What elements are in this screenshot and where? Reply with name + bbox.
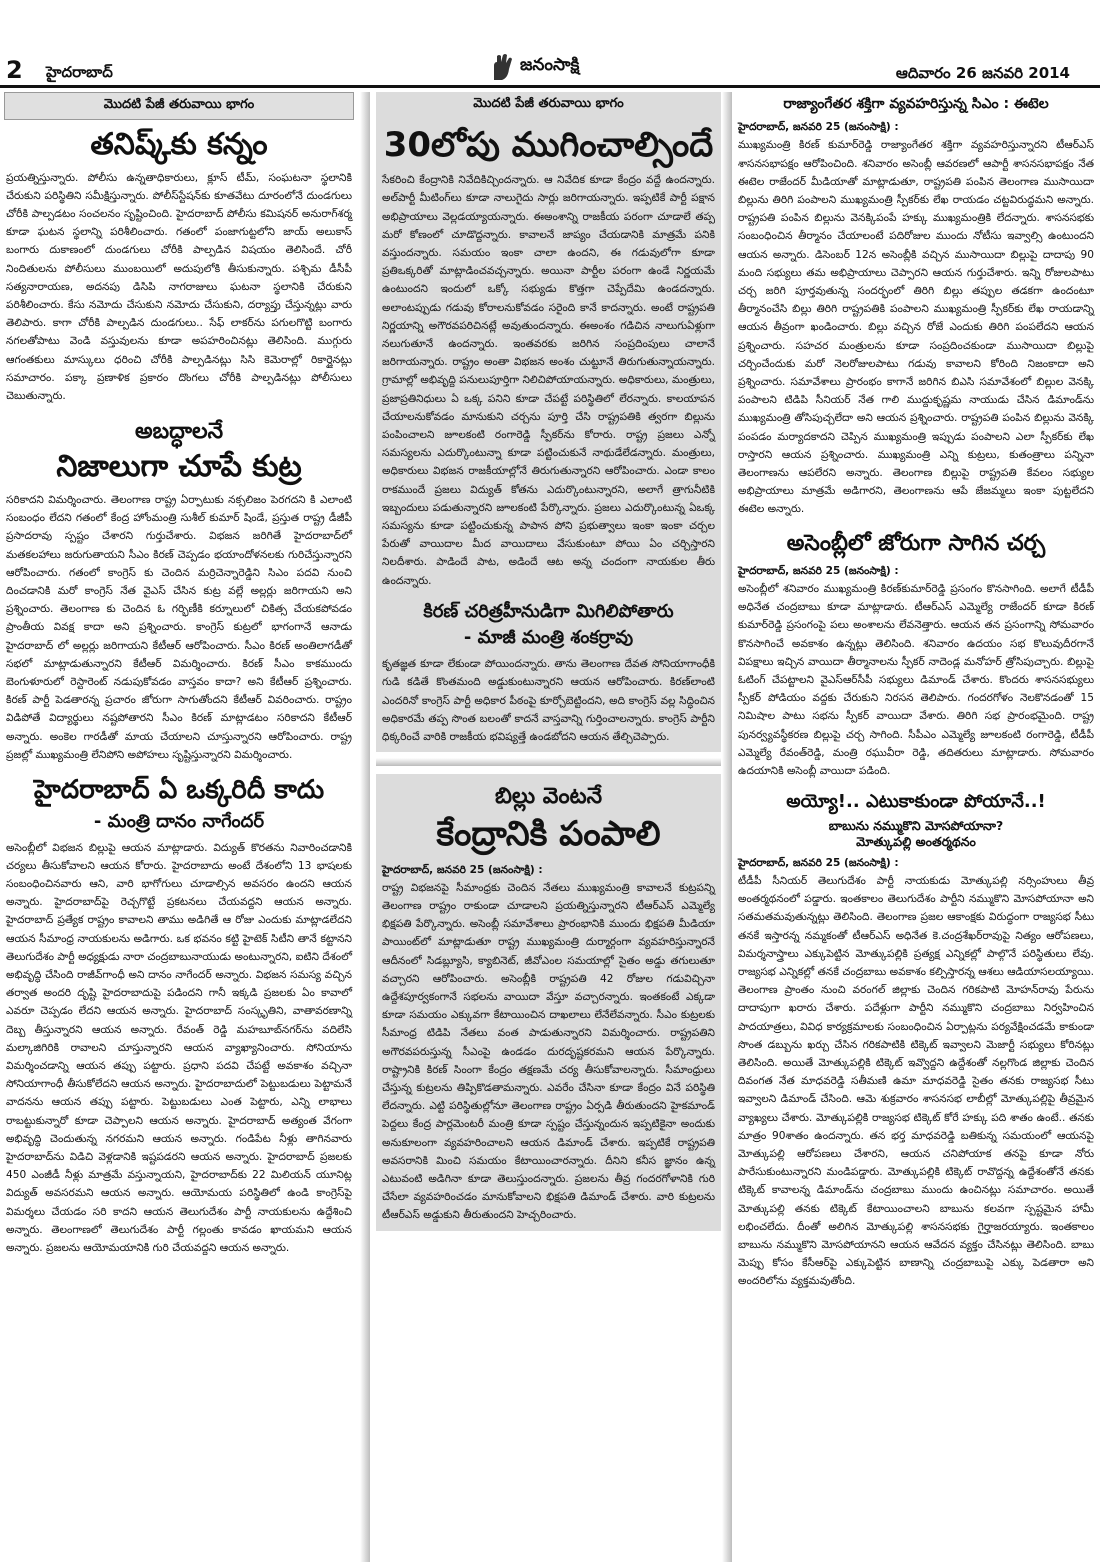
article-body-motkupalli: టీడీపీ సీనియర్ తెలుగుదేశం పార్టీ నాయకుడు మోత్కుపల్లి నర్సింహులు తీవ్ర అంతర్మథనంలో పడ్డారు. ఇంతకాలం తెలుగుదేశం పార్టీని నమ్ముకొని మోసపోయానా అని సతమతమవుతున్నట్లు తెలిసింది. తెలంగాణ ప్రజల ఆకాంక్షకు విరుద్ధంగా రాజ్యసభ సీటు తనకే ఇస్తారన్న నమ్మకంతో టీఆర్‌ఎస్ అధినేత కె.చంద్రశేఖర్‌రావుపై నిత్యం ఆరోపణలు, విమర్శనాస్త్రాలు ఎక్కుపెట్టిన మోత్కుపల్లికి ప్రత్యక్ష ఎన్నికల్లో పాల్గొనే పరిస్థితులు లేవు. రాజ్యసభ ఎన్నికల్లో తనకే చంద్రబాబు అవకాశం కల్పిస్తారన్న ఆశలు ఆడియాసలయ్యాయి. తెలంగాణ ప్రాంతం నుంచి వరంగల్ జిల్లాకు చెందిన గరికపాటి మోహన్‌రావు పేరును దాదాపుగా ఖరారు చేశారు. పదేళ్లుగా పార్టీని నమ్ముకొని చంద్రబాబు నిర్వహించిన పాదయాత్రలు, వివిధ కార్యక్రమాలకు సంబంధించిన ఏర్పాట్లను పర్యవేక్షించడమే కాకుండా సొంత డబ్బును ఖర్చు చేసిన గరికపాటికి టిక్కెట్ ఇవ్వాలని మెజార్టీ సభ్యులు కోరినట్లు తెలిసింది. అయితే మోత్కుపల్లికి టిక్కెట్ ఇవ్వొద్దని ఉద్దేశంతో నల్లగొండ జిల్లాకు చెందిన దివంగత నేత మాధవరెడ్డి సతీమణి ఉమా మాధవరెడ్డి సైతం తనకు రాజ్యసభ సీటు ఇవ్వాలని డిమాండ్ చేసింది. ఆమె శుక్రవారం శాసనసభ లాబీల్లో మోత్కుపల్లిపై తీవ్రమైన వ్యాఖ్యలు చేశారు. మోత్కుపల్లికి రాజ్యసభ టిక్కెట్ కోరే హక్కు పది శాతం ఉంటే.. తనకు మాత్రం 90శాతం ఉందన్నారు. తన భర్త మాధవరెడ్డి బతికున్న సమయంలో ఆయనపై మోత్కుపల్లి ఆరోపణలు చేశారని, ఆయన చనిపోయాక తనపై కూడా నోరు పారేసుకుంటున్నారని మండిపడ్డారు. మోత్కుపల్లికి టిక్కెట్ రావొద్దన్న ఉద్దేశంతోనే తనకు టిక్కెట్ కావాలన్న డిమాండ్‌ను చంద్రబాబు ముందు ఉంచినట్లు సమాచారం. అయితే మోత్కుపల్లి తనకు టిక్కెట్ కేటాయించాలని బాబును కలవగా స్పష్టమైన హామీ లభించలేదు. దీంతో అలిగిన మోత్కుపల్లి శాసనసభకు గైర్హాజరయ్యారు. ఇంతకాలం బాబును నమ్ముకొని మోసపోయానని ఆయన ఆవేదన వ్యక్తం చేసినట్లు తెలిసింది. బాబు మెప్పు కోసం కేసీఆర్‌పై ఎక్కుపెట్టిన బాణాన్ని చంద్రబాబుపై ఎక్కు పెడతారా అని అందరిలోను వ్యక్తమవుతోంది. [738,874,1094,1288]
byline-danam: - మంత్రి దానం నాగేందర్ [93,810,265,832]
column-divider [722,92,732,1562]
continued-label: మొదటి పేజీ తరువాయి భాగం [380,92,717,118]
logo-text: జనంసాక్షి [520,55,580,75]
byline-shankarrao: - మాజీ మంత్రి శంకర్రావు [463,627,634,649]
shaded-box-bottom [376,774,721,1230]
headline-hyderabad: హైదరాబాద్ ఏ ఒక్కరిదీ కాదు [33,774,325,805]
subhead-babu: బాబును నమ్ముకొని మోసపోయానా? [828,817,1004,833]
article-body-send-center: రాష్ట్ర విభజనపై సీమాంధ్రకు చెందిన నేతలు ముఖ్యమంత్రి కావాలనే కుట్రపన్ని తెలంగాణ రాష్ట్రం రాకుండా చూడాలని ప్రయత్నిస్తున్నారని టీఆర్‌ఎస్ ఎమ్మెల్యే భిక్షపతి పేర్కొన్నారు. అసెంబ్లీ సమావేశాలు ప్రారంభానికి ముందు భిక్షపతి మీడియా పాయింట్‌లో మాట్లాడుతూ రాష్ట్ర ముఖ్యమంత్రి దుర్మార్గంగా వ్యవహరిస్తున్నారనే ఆదీనంలో సిడబ్ల్యూసి, క్యాబినెట్, జీవోఎంల సమయాల్లో సైతం అడ్డు తగులుతూ వచ్చారని ఆరోపించారు. అసెంబ్లీకి రాష్ట్రపతి 42 రోజుల గడువిచ్చినా ఉద్దేశపూర్వకంగానే సభలను వాయిదా వేస్తూ వచ్చారన్నారు. ఇంతకంటే ఎక్కడా కూడా సమయం ఎక్కువగా కేటాయించిన దాఖలాలు లేనేలేవన్నారు. సీఎం కుట్రలకు సీమాంధ్ర టిడిపి నేతలు వంత పాడుతున్నారని విమర్శించారు. రాష్ట్రపతిని అగౌరవపరుస్తున్న సీఎంపై ఉండడం దురదృష్టకరమని ఆయన పేర్కొన్నారు. రాష్ట్రానికి కిరణ్ సింంగా కేంద్రం తక్షణమే చర్య తీసుకోవాలన్నారు. సీమాంధ్రులు చేస్తున్న కుట్రలను తిప్పికొడతామన్నారు. ఎవరేం చేసినా కూడా కేంద్రం వినే పరిస్థితి లేదన్నారు. ఎట్టి పరిస్థితుల్లోనూ తెలంగాణ రాష్ట్రం ఏర్పడి తీరుతుందని హైకమాండ్ పెద్దలు కేంద్ర పార్లమెంటరీ మంత్రి కూడా స్పష్టం చేస్తున్నందున ఇప్పటికైనా అందుకు అనుకూలంగా వ్యవహరించాలని ఆయన డిమాండ్ చేశారు. ఇప్పటికే రాష్ట్రపతి అవసరానికి మించి సమయం కేటాయించారన్నారు. దీనిని కనీస జ్ఞానం ఉన్న ఎటువంటి అడిగినా కూడా తెలుస్తుందన్నారు. ప్రజలను తీవ్ర గందరగోళానికి గురి చేసేలా వ్యవహరించడం మానుకోవాలని భిక్షపతి డిమాండ్ చేశారు. వారి కుట్రలను టీఆర్‌ఎస్ అడ్డుకుని తీరుతుందని హెచ్చరించారు. [382,881,715,1222]
dateline: హైదరాబాద్, జనవరి 25 (జనంసాక్షి) : [738,564,899,577]
section-divider [376,758,721,766]
masthead [0,0,1100,90]
headline-motkupalli: అయ్యో!.. ఎటుకాకుండా పోయానే..! [786,791,1046,813]
article-body-assembly: అసెంబ్లీలో శనివారం ముఖ్యమంత్రి కిరణ్‌కుమార్‌రెడ్డి ప్రసంగం కొనసాగింది. అలాగే టీడీపీ అధినేత చంద్రబాబు కూడా మాట్లాడారు. టీఆర్‌ఎస్ ఎమ్మెల్యే రాజేందర్ కూడా కిరణ్ కుమార్‌రెడ్డి ప్రసంగంపై పలు అంశాలను లేవనెత్తారు. ఆయన తన ప్రసంగాన్ని సోమవారం కొనసాగించే అవకాశం ఉన్నట్లు తెలిసింది. శనివారం ఉదయం సభ కొలువుదీరగానే విపక్షాలు ఇచ్చిన వాయిదా తీర్మానాలను స్పీకర్ నాదెండ్ల మనోహర్ త్రోసిపుచ్చారు. బిల్లుపై ఓటింగ్ చేపట్టాలని వైఎస్‌ఆర్‌సీపీ సభ్యులు డిమాండ్ చేశారు. కొందరు శాసనసభ్యులు స్పీకర్ పోడియం వద్దకు చేరుకుని నిరసన తెలిపారు. గందరగోళం నెలకొనడంతో 15 నిమిషాల పాటు సభను స్పీకర్ వాయిదా వేశారు. తిరిగి సభ ప్రారంభమైంది. రాష్ట్ర పునర్వ్యవస్థీకరణ బిల్లుపై చర్చ సాగింది. సీపీఎం ఎమ్మెల్యే జూలకంటి రంగారెడ్డి, టీడీపీ ఎమ్మెల్యే రేవంత్‌రెడ్డి, మంత్రి రఘువీరా రెడ్డి, తదితరులు మాట్లాడారు. సోమవారం ఉదయానికి అసెంబ్లీ వాయిదా పడింది. [738,583,1094,778]
issue-date: ఆదివారం 26 జనవరి 2014 [895,64,1070,82]
subhead-motkupalli: మోత్కుపల్లి అంతర్మథనం [856,834,976,850]
masthead-rule [0,85,1100,88]
article-body-hyderabad: అసెంబ్లీలో విభజన బిల్లుపై ఆయన మాట్లాడారు. విద్యుత్ కొరతను నివారించడానికి చర్యలు తీసుకోవాలని ఆయన కోరారు. హైదరాబాదు అంటే దేశంలోని 13 భాషలకు సంబంధించినవారు ఆని, వారి భాగోగులు చూడాల్సిన అవసరం ఉందని ఆయన అన్నారు. హైదరాబాద్‌పై రెచ్చగొట్టే ప్రకటనలు చేయవద్దని ఆయన అన్నారు. హైదరాబాద్ ప్రత్యేక రాష్ట్రం కావాలని తాము అడిగితే ఆ రోజు ఎందుకు మాట్లాడలేదని ఆయన సీమాంధ్ర నాయకులను అడిగారు. ఒక భవనం కట్టి హైటెక్ సిటీని తానే కట్టానని తెలుగుదేశం పార్టీ అధ్యక్షుడు నారా చంద్రబాబునాయుడు అంటున్నారని, ఐటిని దేశంలో అభివృద్ధి చేసింది రాజీవ్‌గాంధీ అని దానం నాగేందర్ అన్నారు. విభజన సమస్య వచ్చిన తర్వాత అందరి దృష్టి హైదరాబాదుపై పడిందని గానీ ఇక్కడి ప్రజలకు ఏం కావాలో ఎవరూ చెప్పడం లేదని ఆయన అన్నారు. హైదరాబాద్ సంస్కృతిని, వాతావరణాన్ని దెబ్బ తీస్తున్నారని ఆయన అన్నారు. రేవంత్ రెడ్డి మహబూబ్‌నగర్‌ను వదిలేసి మల్కాజిగిరికి రావాలని చూస్తున్నారని ఆయన వ్యాఖ్యానించారు. సోనియాను విమర్శించడాన్ని ఆయన తప్పు పట్టారు. ప్రధాని పదవి చేపట్టే అవకాశం వచ్చినా సోనియాగాంధీ తీసుకోలేదని ఆయన అన్నారు. హైదరాబాదులో పెట్టుబడులు పెట్టామనే వాదనను ఆయన తప్పు పట్టారు. పెట్టుబడులు ఎంత పెట్టారు, ఎన్ని లాభాలు రాబట్టుకున్నారో కూడా చెప్పాలని ఆయన అన్నారు. హైదరాబాద్ అత్యంత వేగంగా అభివృద్ధి చెందుతున్న నగరమని ఆయన అన్నారు. గండిపేట నీళ్లు తాగినవారు హైదరాబాద్‌ను విడిచి వెళ్లడానికి ఇష్టపడరని ఆయన అన్నారు. హైదరాబాద్ ప్రజలకు 450 ఎంజీడీ నీళ్లు మాత్రమే వస్తున్నాయని, హైదరాబాద్‌కు 22 మిలియన్ యూనిట్ల విద్యుత్ అవసరమని ఆయన అన్నారు. ఆయోమయ పరిస్థితిలో ఉండి కాంగ్రెస్‌పై విమర్శలు చేయడం సరి కాదని ఆయన తెలుగుదేశం పార్టీ నాయకులను ఉద్దేశించి అన్నారు. తెలంగాణలో తెలుగుదేశం పార్టీ గల్లంతు కావడం ఖాయమని ఆయన అన్నారు. ప్రజలను ఆయోమయానికి గురి చేయవద్దని ఆయన అన్నారు. [6,841,352,1255]
headline-tanishq: తనిష్క్‌కు కన్నం [90,127,268,162]
newspaper-logo [488,50,612,84]
column-left [0,92,358,1562]
article-body-deadline: సేకరించి కేంద్రానికి నివేదికిచ్చిందన్నారు. ఆ నివేదిక కూడా కేంద్రం వద్దే ఉందన్నారు. అల్‌పార్టీ మీటింగ్‌లు కూడా నాలుగైదు సార్లు జరిగాయన్నారు. ఇప్పటికే పార్టీ పక్షాన అభిప్రాయాలు వెల్లడయ్యాయన్నారు. ఈఅంశాన్ని రాజకీయ పరంగా చూడాలే తప్ప మరో కోణంలో చూడొద్దన్నారు. కావాలనే జాప్యం చేయడానికి మాత్రమే పనికి వస్తుందన్నారు. సమయం ఇంకా చాలా ఉందని, ఈ గడువులోగా కూడా ప్రతిఒక్కరితో మాట్లాడించవచ్చన్నారు. అయినా పార్టీల పరంగా ఉండే నిర్ణయమే ఉంటుందని ఇందులో ఒక్కో సభ్యుడు కొత్తగా చెప్పేదేమి ఉండదన్నారు. అలాంటప్పుడు గడువు కోరాలనుకోవడం సరైంది కానే కాదన్నారు. అంటే రాష్ట్రపతి నిర్ణయాన్ని అగౌరవపరిచినట్లే అవుతుందన్నారు. ఈఅంశం గడిచిన నాలుగుఏళ్లుగా నలుగుతూనే ఉందన్నారు. ఇంతవరకు జరిగిన సంప్రదింపులు చాలానే జరిగాయన్నారు. రాష్ట్రం అంతా విభజన అంశం చుట్టూనే తిరుగుతున్నాయన్నారు. గ్రామాల్లో అభివృద్ది పనులుపూర్తిగా నిలిచిపోయాయన్నారు. అధికారులు, మంత్రులు, ప్రజాప్రతినిధులు ఏ ఒక్క పనిని కూడా చేపట్టే పరిస్థితిలో లేరన్నారు. కాలయాపన చేయాలనుకోవడం మానుకుని చర్చను పూర్తి చేసి రాష్ట్రపతికి త్వరగా బిల్లును పంపించాలని జూలకంటి రంగారెడ్డి స్పీకర్‌ను కోరారు. రాష్ట్ర ప్రజలు ఎన్నో సమస్యలను ఎదుర్కొంటున్నా కూడా పట్టించుకునే నాథుడేలేడన్నారు. మంత్రులు, అధికారులు విభజన రాజకీయాల్లోనే తిరుగుతున్నారని ఆరోపించారు. ఎండా కాలం రాకముందే ప్రజలు విద్యుత్ కోతను ఎదుర్కొంటున్నారని, అలాగే త్రాగునీటికి ఇబ్బందులు పడుతున్నారని జూలకంటి పేర్కొన్నారు. ప్రజలు ఎదుర్కొంటున్న ఏఒక్క సమస్యను కూడా పట్టించుకున్న పాపాన పోని ప్రభుత్వాలు ఇంకా ఇంకా చర్చల పేరుతో వాయిదాల మీద వాయిదాలు వేసుకుంటూ పోయి ఏం చర్చిస్తారని నిలదీశారు. పాడిందే పాట, అడిందే ఆట అన్న చందంగా నాయకుల తీరు ఉందన్నారు. [382,174,715,587]
dateline: హైదరాబాద్, జనవరి 25 (జనంసాక్షి) : [738,856,899,869]
headline-conspiracy: నిజాలుగా చూపే కుట్ర [56,449,302,485]
shaded-box-top [376,92,721,752]
headline-assembly: అసెంబ్లీలో జోరుగా సాగిన చర్చ [786,530,1046,556]
continued-label: మొదటి పేజీ తరువాయి భాగం [4,92,354,120]
headline-etela: రాజ్యాంగేతర శక్తిగా వ్యవహరిస్తున్న సిఎం : ఈటెల [783,96,1049,112]
headline-kiran: కిరణ్ చరిత్రహీనుడిగా మిగిలిపోతారు [423,600,674,622]
page-number: 2 [6,56,23,84]
article-body-etela: ముఖ్యమంత్రి కిరణ్ కుమార్‌రెడ్డి రాజ్యాంగేతర శక్తిగా వ్యవహరిస్తున్నారని టీఆర్‌ఎస్ శాసనసభాపక్షం ఆరోపించింది. శనివారం అసెంబ్లీ ఆవరణలో ఆపార్టీ శాసనసభాపక్షం నేత ఈటెల రాజేందర్ మీడియాతో మాట్లాడుతూ, రాష్ట్రపతి పంపిన తెలంగాణ ముసాయిదా బిల్లును తిరిగి పంపాలని ముఖ్యమంత్రి స్పీకర్‌కు లేఖ రాయడం చట్టవిరుద్ధమని అన్నారు. రాష్ట్రపతి పంపిన బిల్లును వెనక్కిపంపే హక్కు ముఖ్యమంత్రికి లేదన్నారు. శాసనసభకు సంబంధించిన తీర్మానం చేయాలంటే పదిరోజుల ముందు నోటీసు ఇవ్వాల్సి ఉంటుందని ఆయన అన్నారు. డిసెంబర్ 12న అసెంబ్లీకి వచ్చిన ముసాయిదా బిల్లుపై దాదాపు 90 మంది సభ్యులు తమ అభిప్రాయాలు చెప్పారని ఆయన గుర్తుచేశారు. ఇన్ని రోజులపాటు చర్చ జరిగి పూర్తవుతున్న సందర్భంలో తిరిగి బిల్లు తప్పుల తడకగా ఉందంటూ తీర్మానంచేసి బిల్లు తిరిగి రాష్ట్రపతికి పంపాలని ముఖ్యమంత్రి స్పీకర్‌కు లేఖ రాయడాన్ని ఆయన తీవ్రంగా ఖండించారు. బిల్లు వచ్చిన రోజే ఎందుకు తిరిగి పంపలేదని ఆయన ప్రశ్నించారు. సహచర మంత్రులను కూడా సంప్రదించకుండా ముసాయిదా బిల్లుపై చర్చించేందుకు మరో నెలరోజులపాటు గడువు కావాలని కోరింది నిజంకాదా అని ప్రశ్నించారు. సమావేశాలు ప్రారంభం కాగానే జరిగిన బిఎసి సమావేశంలో బిల్లుల వెనక్కి పంపాలని టిడిపి సీనియర్ నేత గాలి ముద్దుకృష్ణమ నాయుడు చేసిన డిమాండ్‌ను ముఖ్యమంత్రి తోసిపుచ్చలేదా అని ఆయన ప్రశ్నించారు. రాష్ట్రపతి పంపిన బిల్లును వెనక్కి పంపడం మర్యాదకాదని చెప్పిన ముఖ్యమంత్రి ఇప్పుడు పంపాలని ఎలా స్పీకర్‌కు లేఖ రాస్తారని ఆయన ప్రశ్నించారు. ముఖ్యమంత్రి ఎన్ని కుట్రలు, కుతంత్రాలు పన్నినా తెలంగాణను ఆపలేరని అన్నారు. తెలంగాణ బిల్లుపై రాష్ట్రపతి కేవలం సభ్యుల అభిప్రాయాలు మాత్రమే అడిగారని, తెలంగాణను ఆపే జేజమ్మలు ఇంకా పుట్టలేదని ఈటెల అన్నారు. [738,139,1094,516]
hand-logo-icon [488,52,516,82]
column-middle [372,92,725,1562]
column-divider [360,92,370,1562]
headline-send-center: కేంద్రానికి పంపాలి [436,814,661,855]
dateline: హైదరాబాద్, జనవరి 25 (జనంసాక్షి) : [382,863,543,876]
article-body-tanishq: ప్రయత్నిస్తున్నారు. పోలీసు ఉన్నతాధికారులు, క్లూస్ టీమ్, సంఘటనా స్థలానికి చేరుకుని పరిస్థితిని సమీక్షిస్తున్నారు. పోలీస్‌స్టేషన్‌కు కూతవేటు దూరంలోనే దుండగులు చోరీకి పాల్పడటం సంచలనం సృష్టించింది. హైదరాబాద్ పోలీసు కమిషనర్ అనురాగ్‌శర్మ కూడా ఘటన స్థలాన్ని పరిశీలించారు. గతంలో పంజాగుట్టలోని జాయ్ అలుకాస్ బంగారు దుకాణంలో దుండగులు చోరీకి పాల్పడిన విషయం తెలిసిందే. చోరీ నిందితులను పోలీసులు ముంబయిలో అదుపులోకి తీసుకున్నారు. పశ్చిమ డీసీపీ సత్యనారాయణ, అదనపు డిసిపి నాగరాజులు ఘటనా స్థలానికి చేరుకుని పరిశీలించారు. కేసు నమోదు చేసుకుని నమోదు చేసుకుని, దర్యాప్తు చేస్తున్నట్లు వారు తెలిపారు. కాగా చోరీకి పాల్పడిన దుండగులు.. సేఫ్ లాకర్‌ను పగులగొట్టి బంగారు నగలతోపాటు వెండి వస్తువులను కూడా అపహరించినట్లు తెలిసింది. ముగ్గురు ఆగంతకులు మాస్కులు ధరించి చోరీకి పాల్పడినట్లు సిసి కెమెరాల్లో రికార్డైనట్లు సమాచారం. పక్కా ప్రణాళిక ప్రకారం దొంగలు చోరీకి పాల్పడినట్లు పోలీసులు చెబుతున్నారు. [6,171,352,402]
dateline: హైదరాబాద్, జనవరి 25 (జనంసాక్షి) : [738,121,899,134]
kicker-bill: బిల్లు వెంటనే [494,784,603,810]
article-body-conspiracy: సరికాదని విమర్శించారు. తెలంగాణ రాష్ట్ర ఏర్పాటుకు నక్సలిజం పెరగదని కి ఎలాంటి సంబంధం లేదని గతంలో కేంద్ర హోంమంత్రి సుశీల్ కుమార్ షిండే, ప్రస్తుత రాష్ట్ర డీజీపీ ప్రసాదరావు స్పష్టం చేశారని గుర్తుచేశారు. విభజన జరిగితే హైదరాబాద్‌లో మతకలహాలు జరుగుతాయని సీఎం కిరణ్ చెప్పడం భయాందోళనలకు గురిచేస్తున్నారని ఆరోపించారు. గతంలో కాంగ్రెస్ కు చెందిన మర్రిచెన్నారెడ్డిని సిఎం పదవి నుంచి దించడానికి మరో కాంగ్రెస్ నేత వైఎస్ చేసిన కుట్ర వల్లే అల్లర్లు జరిగాయని అని ప్రశ్నించారు. తెలంగాణ కు చెందిన ఓ గర్భిణీకి కర్నూలులో చికిత్స చేయకపోవడం ప్రాంతీయ వివక్ష కాదా అని ప్రశ్నించారు. కాంగ్రెస్ కుట్రలో భాగంగానే ఆనాడు హైదరాబాద్ లో అల్లర్లు జరిగాయని కేటీఆర్ ఆరోపించారు. సీఎం కిరణ్ అంతిలాగడీతో సభలో మాట్లాడుతున్నారని కేటీఆర్ విమర్శించారు. కిరణ్ సీఎం కాకముందు బెంగుళూరులో రెస్టారెంట్ నడుపుకోవడం వాస్తవం కాదా? అని కేటీఆర్ ప్రశ్నించారు. కిరణ్ పార్టీ పెడతారన్న ప్రచారం జోరుగా సాగుతోందని కేటీఆర్ వివరించారు. రాష్ట్రం విడిపోతే విద్యార్థులు నష్టపోతారని సీఎం కిరణ్ మాట్లాడటం సరికాదని కేటీఆర్ అన్నారు. అంకెల గారడీతో మాయ చేయాలని చూస్తున్నారని ఆరోపించారు. రాష్ట్ర ప్రజల్లో ముఖ్యమంత్రి లేనిపోని అపోహలు సృష్టిస్తున్నారని విమర్శించారు. [6,493,352,761]
column-right [732,92,1100,1562]
edition-city: హైదరాబాద్ [46,63,113,81]
headline-deadline: 30లోపు ముగించాల్సిందే [383,125,714,165]
article-body-kiran: కృతజ్ఞత కూడా లేకుండా పోయిందన్నారు. తాను తెలంగాణ దేవత సోనియాగాంధీకి గుడి కడితే కొంతమంది అడ్డుకుంటున్నారని ఆయన ఆరోపించారు. కిరణ్‌లాంటి ఎందరినో కాంగ్రెస్ పార్టీ అధికార పీఠంపై కూర్చోబెట్టిందని, అది కాంగ్రెస్ వల్ల సిద్ధించిన అధికారమే తప్ప సొంత బలంతో కాదనే వాస్తవాన్ని గుర్తించాలన్నారు. కాంగ్రెస్ పార్టీని ధిక్కరించే వారికి రాజకీయ భవిష్యత్తే ఉండబోదని ఆయన తేల్చిచెప్పారు. [382,658,715,743]
kicker-lies: అబద్ధాలనే [134,419,224,445]
